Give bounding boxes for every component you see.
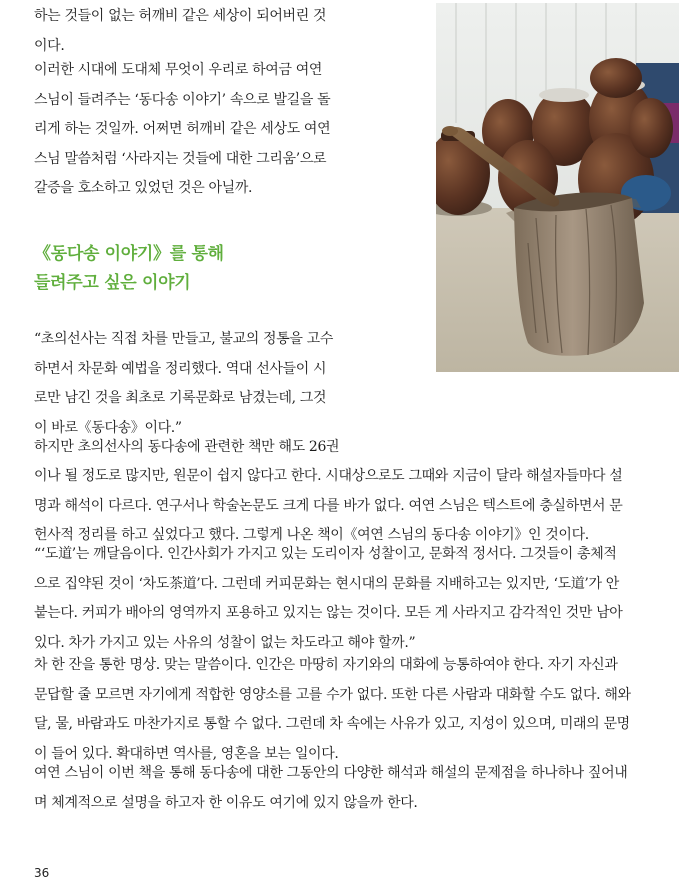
body-paragraph-4-first-line: 하지만 초의선사의 동다송에 관련한 책만 해도 26권 xyxy=(34,439,340,455)
body-paragraph-4: 이나 될 정도로 많지만, 원문이 쉽지 않다고 한다. 시대상으로도 그때와 지금이 달라 해설자들마다 설 명과 해석이 다르다. 연구서나 학술논문도 크게 다를 바가 없다. 여연 스님은 텍스트에 충실하면서 문 헌사적 정리를 하고 싶었다고 했다. 그렇게 나온 책이《여연 스님의 동다송 이야기》인 것이다. xyxy=(34,468,623,544)
body-paragraph-7: 여연 스님이 이번 책을 통해 동다송에 대한 그동안의 다양한 해석과 해설의 문제점을 하나하나 짚어내 며 체계적으로 설명을 하고자 한 이유도 여기에 있지 않을까 한다. xyxy=(34,765,628,811)
page-number: 36 xyxy=(34,866,50,880)
body-paragraph-1: 하는 것들이 없는 허깨비 같은 세상이 되어버린 것 이다. xyxy=(34,8,327,54)
quote-paragraph-2: “‘도道’는 깨달음이다. 인간사회가 가지고 있는 도리이자 성찰이고, 문화적 정서다. 그것들이 총체적 으로 집약된 것이 ‘차도茶道’다. 그런데 커피문화는 현시대의 문화를 지배하고는 있지만, ‘도道’가 안 붙는다. 커피가 배아의 영역까지 포용하고 있지는 않는 것이다. 모든 게 사라지고 감각적인 것만 남아 있다. 차가 가지고 있는 사유의 성찰이 없는 차도라고 해야 할까.” xyxy=(34,546,623,651)
body-paragraph-6: 차 한 잔을 통한 명상. 맞는 말씀이다. 인간은 마땅히 자기와의 대화에 능통하여야 한다. 자기 자신과 문답할 줄 모르면 자기에게 적합한 영양소를 고를 수가 없다. 또한 다른 사람과 대화할 수도 없다. 해와 달, 물, 바람과도 마찬가지로 통할 수 없다. 그런데 차 속에는 사유가 있고, 지성이 있으며, 미래의 문명 이 들어 있다. 확대하면 역사를, 영혼을 보는 일이다. xyxy=(34,657,631,762)
section-heading: 《동다송 이야기》를 통해 들려주고 싶은 이야기 xyxy=(34,244,224,293)
body-paragraph-2: 이러한 시대에 도대체 무엇이 우리로 하여금 여연 스님이 들려주는 ‘동다송 이야기’ 속으로 발길을 돌 리게 하는 것일까. 어쩌면 허깨비 같은 세상도 여연 스님 말씀처럼 ‘사라지는 것들에 대한 그리움’으로 갈증을 호소하고 있었던 것은 아닐까. xyxy=(34,62,331,197)
mortar-photo xyxy=(436,3,679,372)
quote-paragraph-1: “초의선사는 직접 차를 만들고, 불교의 정통을 고수 하면서 차문화 예법을 정리했다. 역대 선사들이 시 로만 남긴 것을 최초로 기록문화로 남겼는데, 그것 이 바로《동다송》이다.” xyxy=(34,331,333,436)
